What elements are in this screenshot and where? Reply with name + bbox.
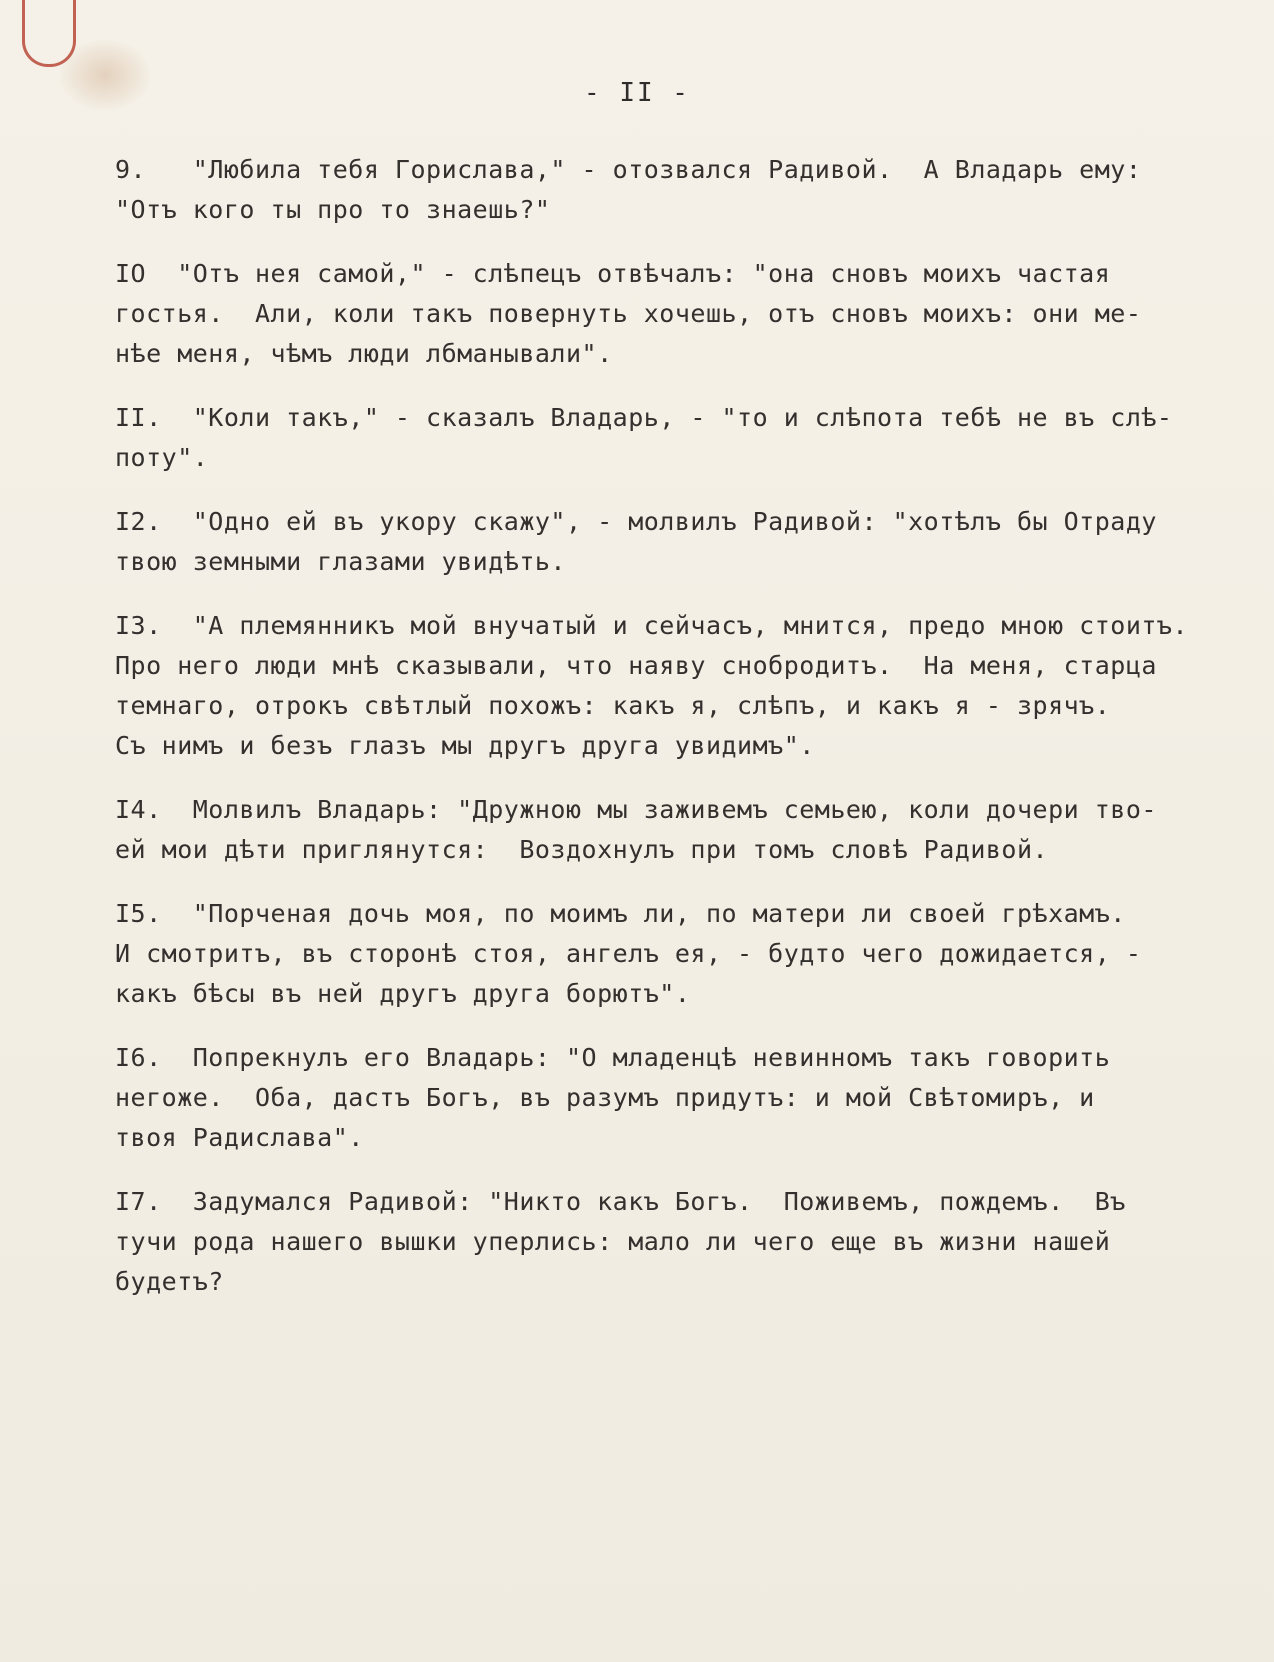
paragraph-11: [115, 398, 1235, 478]
text-line: I2. "Одно ей въ укору скажу", - молвилъ Радивой: "хотѣлъ бы Отраду: [115, 507, 1157, 536]
text-line: негоже. Оба, дастъ Богъ, въ разумъ придутъ: и мой Свѣтомиръ, и: [115, 1083, 1095, 1112]
text-line: I7. Задумался Радивой: "Никто какъ Богъ. Поживемъ, пождемъ. Въ: [115, 1187, 1126, 1216]
paragraph-13: [115, 606, 1235, 766]
paragraph-15: [115, 894, 1235, 1014]
paragraph-14: [115, 790, 1235, 870]
text-line: тучи рода нашего вышки уперлись: мало ли чего еще въ жизни нашей: [115, 1227, 1111, 1256]
paragraph-10: [115, 254, 1235, 374]
text-line: будетъ?: [115, 1267, 224, 1296]
paragraph-9: [115, 150, 1235, 230]
text-line: какъ бѣсы въ ней другъ друга борютъ".: [115, 979, 691, 1008]
text-line: I3. "А племянникъ мой внучатый и сейчасъ, мнится, предо мною стоитъ.: [115, 611, 1189, 640]
text-line: I6. Попрекнулъ его Владарь: "О младенцѣ невинномъ такъ говорить: [115, 1043, 1111, 1072]
text-line: гостья. Али, коли такъ повернуть хочешь, отъ сновъ моихъ: они ме-: [115, 299, 1142, 328]
text-line: I4. Молвилъ Владарь: "Дружною мы заживемъ семьею, коли дочери тво-: [115, 795, 1157, 824]
text-line: темнаго, отрокъ свѣтлый похожъ: какъ я, слѣпъ, и какъ я - зрячъ.: [115, 691, 1111, 720]
text-line: ей мои дѣти приглянутся: Воздохнулъ при томъ словѣ Радивой.: [115, 835, 1049, 864]
document-body: [115, 150, 1235, 1326]
text-line: IO "Отъ нея самой," - слѣпецъ отвѣчалъ: "она сновъ моихъ частая: [115, 259, 1111, 288]
paragraph-12: [115, 502, 1235, 582]
text-line: И смотритъ, въ сторонѣ стоя, ангелъ ея, - будто чего дожидается, -: [115, 939, 1142, 968]
text-line: твою земными глазами увидѣть.: [115, 547, 566, 576]
paragraph-16: [115, 1038, 1235, 1158]
text-line: "Отъ кого ты про то знаешь?": [115, 195, 551, 224]
page-number: - II -: [584, 78, 690, 108]
text-line: II. "Коли такъ," - сказалъ Владарь, - "то и слѣпота тебѣ не въ слѣ-: [115, 403, 1173, 432]
text-line: нѣе меня, чѣмъ люди лбманывали".: [115, 339, 613, 368]
text-line: поту".: [115, 443, 209, 472]
paragraph-17: [115, 1182, 1235, 1302]
text-line: 9. "Любила тебя Горислава," - отозвался Радивой. А Владарь ему:: [115, 155, 1142, 184]
text-line: I5. "Порченая дочь моя, по моимъ ли, по матери ли своей грѣхамъ.: [115, 899, 1126, 928]
text-line: Про него люди мнѣ сказывали, что наяву снобродитъ. На меня, старца: [115, 651, 1157, 680]
text-line: твоя Радислава".: [115, 1123, 364, 1152]
text-line: Съ нимъ и безъ глазъ мы другъ друга увидимъ".: [115, 731, 815, 760]
